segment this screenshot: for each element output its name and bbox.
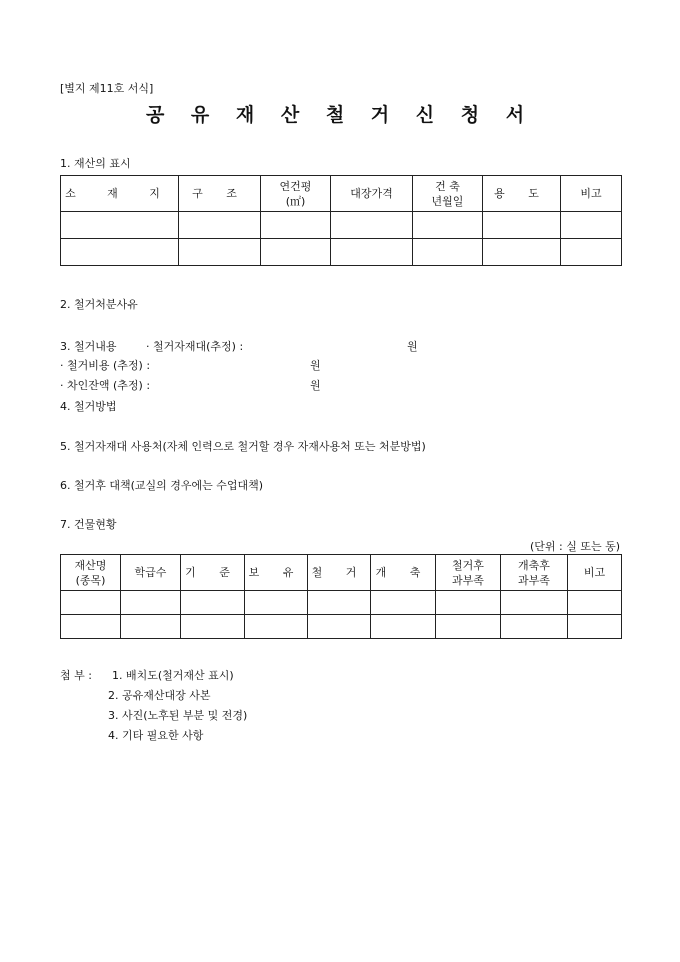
section7-heading: 7. 건물현황 bbox=[60, 518, 117, 531]
table-cell[interactable] bbox=[568, 615, 622, 639]
table-row bbox=[61, 615, 622, 639]
net-balance-label: · 차인잔액 (추정) : bbox=[60, 379, 151, 392]
table-cell[interactable] bbox=[413, 239, 483, 266]
table-cell[interactable] bbox=[245, 591, 308, 615]
table-cell[interactable] bbox=[179, 212, 261, 239]
table-cell[interactable] bbox=[413, 212, 483, 239]
header-construction: 건 축 bbox=[435, 179, 460, 193]
table-cell[interactable] bbox=[483, 212, 561, 239]
header-after-demolition-balance: 과부족 bbox=[452, 573, 484, 587]
attachment-item: 1. 배치도(철거재산 표시) bbox=[112, 669, 234, 682]
section1-heading: 1. 재산의 표시 bbox=[60, 157, 131, 170]
property-table-header bbox=[61, 176, 622, 212]
header-structure: 구 조 bbox=[192, 187, 247, 200]
demolition-cost-label: · 철거비용 (추정) : bbox=[60, 359, 151, 372]
table-cell[interactable] bbox=[371, 591, 436, 615]
table-cell[interactable] bbox=[501, 615, 568, 639]
header-owned: 보 유 bbox=[248, 566, 304, 579]
unit-note: (단위 : 실 또는 동) bbox=[529, 540, 620, 553]
header-after-rebuild: 개축후 bbox=[518, 558, 550, 572]
header-after-demolition: 철거후 bbox=[452, 558, 484, 572]
property-table bbox=[60, 175, 622, 266]
attachment-item: 3. 사진(노후된 부분 및 전경) bbox=[108, 709, 248, 722]
table-row bbox=[61, 591, 622, 615]
table-cell[interactable] bbox=[121, 591, 181, 615]
table-row bbox=[61, 212, 622, 239]
section6-heading: 6. 철거후 대책(교실의 경우에는 수업대책) bbox=[60, 479, 264, 492]
header-class-count: 학급수 bbox=[121, 555, 181, 591]
table-cell[interactable] bbox=[371, 615, 436, 639]
header-demolish: 철 거 bbox=[311, 566, 367, 579]
table-cell[interactable] bbox=[436, 591, 501, 615]
table-cell[interactable] bbox=[61, 615, 121, 639]
header-floor-area: 연건평 bbox=[279, 179, 312, 193]
attachment-item: 2. 공유재산대장 사본 bbox=[108, 689, 211, 702]
form-number: [별지 제11호 서식] bbox=[60, 82, 154, 95]
table-cell[interactable] bbox=[436, 615, 501, 639]
header-usage: 용 도 bbox=[494, 187, 549, 200]
table-cell[interactable] bbox=[308, 591, 371, 615]
building-table-header bbox=[61, 555, 622, 591]
table-cell[interactable] bbox=[483, 239, 561, 266]
section4-heading: 4. 철거방법 bbox=[60, 400, 117, 413]
table-cell[interactable] bbox=[561, 212, 622, 239]
header-ledger-price: 대장가격 bbox=[331, 176, 413, 212]
table-cell[interactable] bbox=[61, 239, 179, 266]
table-cell[interactable] bbox=[181, 591, 245, 615]
building-table bbox=[60, 554, 622, 639]
header-property-name: 재산명 bbox=[74, 558, 107, 572]
table-cell[interactable] bbox=[261, 212, 331, 239]
document-title: 공 유 재 산 철 거 신 청 서 bbox=[145, 104, 535, 126]
table-row bbox=[61, 239, 622, 266]
table-cell[interactable] bbox=[121, 615, 181, 639]
table-cell[interactable] bbox=[179, 239, 261, 266]
attachments-label: 첨 부 : bbox=[60, 669, 92, 682]
header-property-type: (종목) bbox=[75, 573, 106, 587]
section5-heading: 5. 철거자재대 사용처(자체 인력으로 철거할 경우 자재사용처 또는 처분방법) bbox=[60, 440, 426, 453]
demolition-cost-unit: 원 bbox=[310, 359, 321, 372]
header-after-rebuild-balance: 과부족 bbox=[518, 573, 550, 587]
material-value-unit: 원 bbox=[407, 340, 418, 353]
material-value-label: · 철거자재대(추정) : bbox=[146, 340, 244, 353]
header-remarks: 비고 bbox=[561, 176, 622, 212]
header-standard: 기 준 bbox=[185, 566, 240, 579]
header-construction-date: 년월일 bbox=[431, 194, 464, 208]
section3-heading: 3. 철거내용 bbox=[60, 340, 117, 353]
section2-heading: 2. 철거처분사유 bbox=[60, 298, 138, 311]
table-cell[interactable] bbox=[501, 591, 568, 615]
header-location: 소 재 지 bbox=[65, 187, 174, 200]
table-cell[interactable] bbox=[181, 615, 245, 639]
attachment-item: 4. 기타 필요한 사항 bbox=[108, 729, 204, 742]
table-cell[interactable] bbox=[61, 212, 179, 239]
net-balance-unit: 원 bbox=[310, 379, 321, 392]
table-cell[interactable] bbox=[261, 239, 331, 266]
table-cell[interactable] bbox=[331, 239, 413, 266]
table-cell[interactable] bbox=[331, 212, 413, 239]
table-cell[interactable] bbox=[568, 591, 622, 615]
header-floor-area-unit: (㎡) bbox=[285, 194, 306, 208]
table-cell[interactable] bbox=[308, 615, 371, 639]
table-cell[interactable] bbox=[245, 615, 308, 639]
table-cell[interactable] bbox=[61, 591, 121, 615]
header-remarks: 비고 bbox=[568, 555, 622, 591]
table-cell[interactable] bbox=[561, 239, 622, 266]
header-rebuild: 개 축 bbox=[375, 566, 431, 579]
